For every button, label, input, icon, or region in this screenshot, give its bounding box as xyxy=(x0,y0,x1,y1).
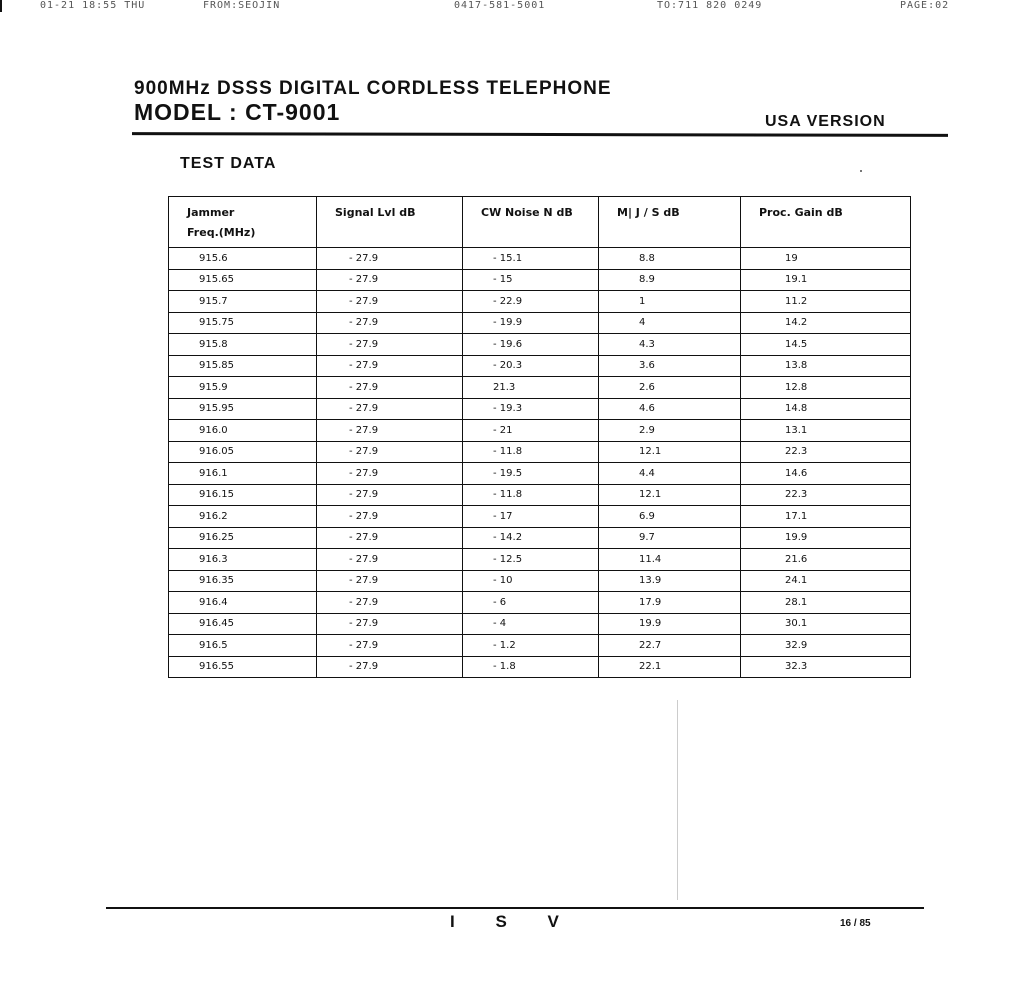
table-row xyxy=(169,527,911,549)
cell-js-ratio: 2.9 xyxy=(599,420,741,442)
table-row xyxy=(169,506,911,528)
version-label: USA VERSION xyxy=(765,113,886,130)
fax-to: TO:711 820 0249 xyxy=(657,0,763,11)
cell-cw-noise: - 11.8 xyxy=(463,441,599,463)
cell-proc-gain: 11.2 xyxy=(741,291,911,313)
cell-jammer-freq: 916.25 xyxy=(169,527,317,549)
table-row xyxy=(169,484,911,506)
section-title: TEST DATA xyxy=(180,155,277,172)
table-row xyxy=(169,291,911,313)
table-row xyxy=(169,377,911,399)
cell-signal-level: - 27.9 xyxy=(317,269,463,291)
cell-jammer-freq: 915.7 xyxy=(169,291,317,313)
table-row xyxy=(169,570,911,592)
cell-jammer-freq: 916.3 xyxy=(169,549,317,571)
cell-cw-noise: - 6 xyxy=(463,592,599,614)
cell-signal-level: - 27.9 xyxy=(317,441,463,463)
cell-cw-noise: 21.3 xyxy=(463,377,599,399)
cell-jammer-freq: 915.6 xyxy=(169,248,317,270)
header-proc-gain: Proc. Gain dB xyxy=(741,197,911,248)
footer-company-mark: I S V xyxy=(450,912,577,931)
table-row xyxy=(169,355,911,377)
cell-signal-level: - 27.9 xyxy=(317,656,463,678)
header-cw-noise: CW Noise N dB xyxy=(463,197,599,248)
cell-proc-gain: 22.3 xyxy=(741,484,911,506)
cell-signal-level: - 27.9 xyxy=(317,377,463,399)
cell-jammer-freq: 916.2 xyxy=(169,506,317,528)
table-row xyxy=(169,549,911,571)
table-body xyxy=(169,248,911,678)
cell-jammer-freq: 916.35 xyxy=(169,570,317,592)
cell-cw-noise: - 15 xyxy=(463,269,599,291)
cell-js-ratio: 2.6 xyxy=(599,377,741,399)
cell-cw-noise: - 19.9 xyxy=(463,312,599,334)
cell-signal-level: - 27.9 xyxy=(317,291,463,313)
cell-cw-noise: - 4 xyxy=(463,613,599,635)
cell-cw-noise: - 11.8 xyxy=(463,484,599,506)
table-row xyxy=(169,312,911,334)
cell-signal-level: - 27.9 xyxy=(317,635,463,657)
model-title: MODEL : CT-9001 xyxy=(134,99,341,125)
cell-js-ratio: 1 xyxy=(599,291,741,313)
header-signal-level: Signal Lvl dB xyxy=(317,197,463,248)
fax-page: PAGE:02 xyxy=(900,0,950,11)
cell-cw-noise: - 19.6 xyxy=(463,334,599,356)
cell-cw-noise: - 14.2 xyxy=(463,527,599,549)
table-row xyxy=(169,592,911,614)
cell-cw-noise: - 19.3 xyxy=(463,398,599,420)
table-row xyxy=(169,613,911,635)
cell-signal-level: - 27.9 xyxy=(317,312,463,334)
footer-page-number: 16 / 85 xyxy=(840,918,871,929)
cell-proc-gain: 14.5 xyxy=(741,334,911,356)
cell-cw-noise: - 15.1 xyxy=(463,248,599,270)
fax-header xyxy=(0,0,1024,14)
footer-divider xyxy=(106,907,924,909)
cell-cw-noise: - 1.2 xyxy=(463,635,599,657)
cell-proc-gain: 13.8 xyxy=(741,355,911,377)
cell-js-ratio: 8.8 xyxy=(599,248,741,270)
cell-signal-level: - 27.9 xyxy=(317,334,463,356)
table-row xyxy=(169,656,911,678)
cell-proc-gain: 12.8 xyxy=(741,377,911,399)
cell-js-ratio: 4 xyxy=(599,312,741,334)
header-jammer-freq-line1: Jammer xyxy=(187,206,235,219)
cell-proc-gain: 21.6 xyxy=(741,549,911,571)
cell-jammer-freq: 916.4 xyxy=(169,592,317,614)
cell-signal-level: - 27.9 xyxy=(317,484,463,506)
cell-jammer-freq: 916.55 xyxy=(169,656,317,678)
cell-proc-gain: 14.6 xyxy=(741,463,911,485)
cell-js-ratio: 12.1 xyxy=(599,441,741,463)
table-row xyxy=(169,463,911,485)
table-row xyxy=(169,635,911,657)
cell-jammer-freq: 916.45 xyxy=(169,613,317,635)
cell-signal-level: - 27.9 xyxy=(317,506,463,528)
cell-proc-gain: 30.1 xyxy=(741,613,911,635)
document-title: 900MHz DSSS DIGITAL CORDLESS TELEPHONE xyxy=(134,78,612,99)
cell-js-ratio: 6.9 xyxy=(599,506,741,528)
cell-proc-gain: 28.1 xyxy=(741,592,911,614)
cell-proc-gain: 32.3 xyxy=(741,656,911,678)
cell-cw-noise: - 22.9 xyxy=(463,291,599,313)
cell-js-ratio: 17.9 xyxy=(599,592,741,614)
table-header-row xyxy=(169,197,911,248)
cell-signal-level: - 27.9 xyxy=(317,463,463,485)
fax-from-number: 0417-581-5001 xyxy=(454,0,546,11)
cell-cw-noise: - 12.5 xyxy=(463,549,599,571)
cell-js-ratio: 13.9 xyxy=(599,570,741,592)
cell-js-ratio: 3.6 xyxy=(599,355,741,377)
cell-signal-level: - 27.9 xyxy=(317,549,463,571)
cell-proc-gain: 19 xyxy=(741,248,911,270)
cell-jammer-freq: 915.8 xyxy=(169,334,317,356)
title-divider xyxy=(132,132,948,137)
cell-proc-gain: 19.1 xyxy=(741,269,911,291)
cell-cw-noise: - 19.5 xyxy=(463,463,599,485)
cell-js-ratio: 22.7 xyxy=(599,635,741,657)
table-row xyxy=(169,398,911,420)
cell-jammer-freq: 916.1 xyxy=(169,463,317,485)
cell-js-ratio: 4.6 xyxy=(599,398,741,420)
cell-jammer-freq: 916.15 xyxy=(169,484,317,506)
cell-js-ratio: 22.1 xyxy=(599,656,741,678)
cell-cw-noise: - 17 xyxy=(463,506,599,528)
cell-jammer-freq: 915.95 xyxy=(169,398,317,420)
cell-jammer-freq: 915.65 xyxy=(169,269,317,291)
table-row xyxy=(169,334,911,356)
cell-signal-level: - 27.9 xyxy=(317,420,463,442)
cell-proc-gain: 24.1 xyxy=(741,570,911,592)
table-row xyxy=(169,420,911,442)
cell-jammer-freq: 915.9 xyxy=(169,377,317,399)
cell-proc-gain: 22.3 xyxy=(741,441,911,463)
cell-proc-gain: 13.1 xyxy=(741,420,911,442)
cell-proc-gain: 19.9 xyxy=(741,527,911,549)
cell-signal-level: - 27.9 xyxy=(317,570,463,592)
test-data-table xyxy=(168,196,911,678)
header-jammer-freq-line2: Freq.(MHz) xyxy=(187,226,256,239)
table-row xyxy=(169,269,911,291)
cell-signal-level: - 27.9 xyxy=(317,248,463,270)
scan-speck xyxy=(860,170,862,172)
cell-proc-gain: 32.9 xyxy=(741,635,911,657)
cell-js-ratio: 19.9 xyxy=(599,613,741,635)
cell-proc-gain: 17.1 xyxy=(741,506,911,528)
cell-js-ratio: 8.9 xyxy=(599,269,741,291)
cell-proc-gain: 14.2 xyxy=(741,312,911,334)
cell-js-ratio: 4.4 xyxy=(599,463,741,485)
cell-signal-level: - 27.9 xyxy=(317,355,463,377)
cell-cw-noise: - 20.3 xyxy=(463,355,599,377)
cell-js-ratio: 12.1 xyxy=(599,484,741,506)
cell-jammer-freq: 916.05 xyxy=(169,441,317,463)
header-jammer-freq xyxy=(169,197,317,248)
cell-jammer-freq: 915.85 xyxy=(169,355,317,377)
table-row xyxy=(169,248,911,270)
cell-cw-noise: - 10 xyxy=(463,570,599,592)
header-js-ratio: M| J / S dB xyxy=(599,197,741,248)
cell-signal-level: - 27.9 xyxy=(317,613,463,635)
test-data-table-container xyxy=(168,196,910,678)
scan-edge xyxy=(0,0,2,12)
cell-js-ratio: 11.4 xyxy=(599,549,741,571)
cell-js-ratio: 4.3 xyxy=(599,334,741,356)
fax-datetime: 01-21 18:55 THU xyxy=(40,0,146,11)
scan-artifact-line xyxy=(677,700,678,900)
cell-proc-gain: 14.8 xyxy=(741,398,911,420)
cell-signal-level: - 27.9 xyxy=(317,527,463,549)
cell-js-ratio: 9.7 xyxy=(599,527,741,549)
cell-jammer-freq: 916.0 xyxy=(169,420,317,442)
cell-cw-noise: - 1.8 xyxy=(463,656,599,678)
cell-jammer-freq: 915.75 xyxy=(169,312,317,334)
cell-jammer-freq: 916.5 xyxy=(169,635,317,657)
fax-from: FROM:SEOJIN xyxy=(203,0,281,11)
table-row xyxy=(169,441,911,463)
cell-signal-level: - 27.9 xyxy=(317,592,463,614)
cell-cw-noise: - 21 xyxy=(463,420,599,442)
cell-signal-level: - 27.9 xyxy=(317,398,463,420)
